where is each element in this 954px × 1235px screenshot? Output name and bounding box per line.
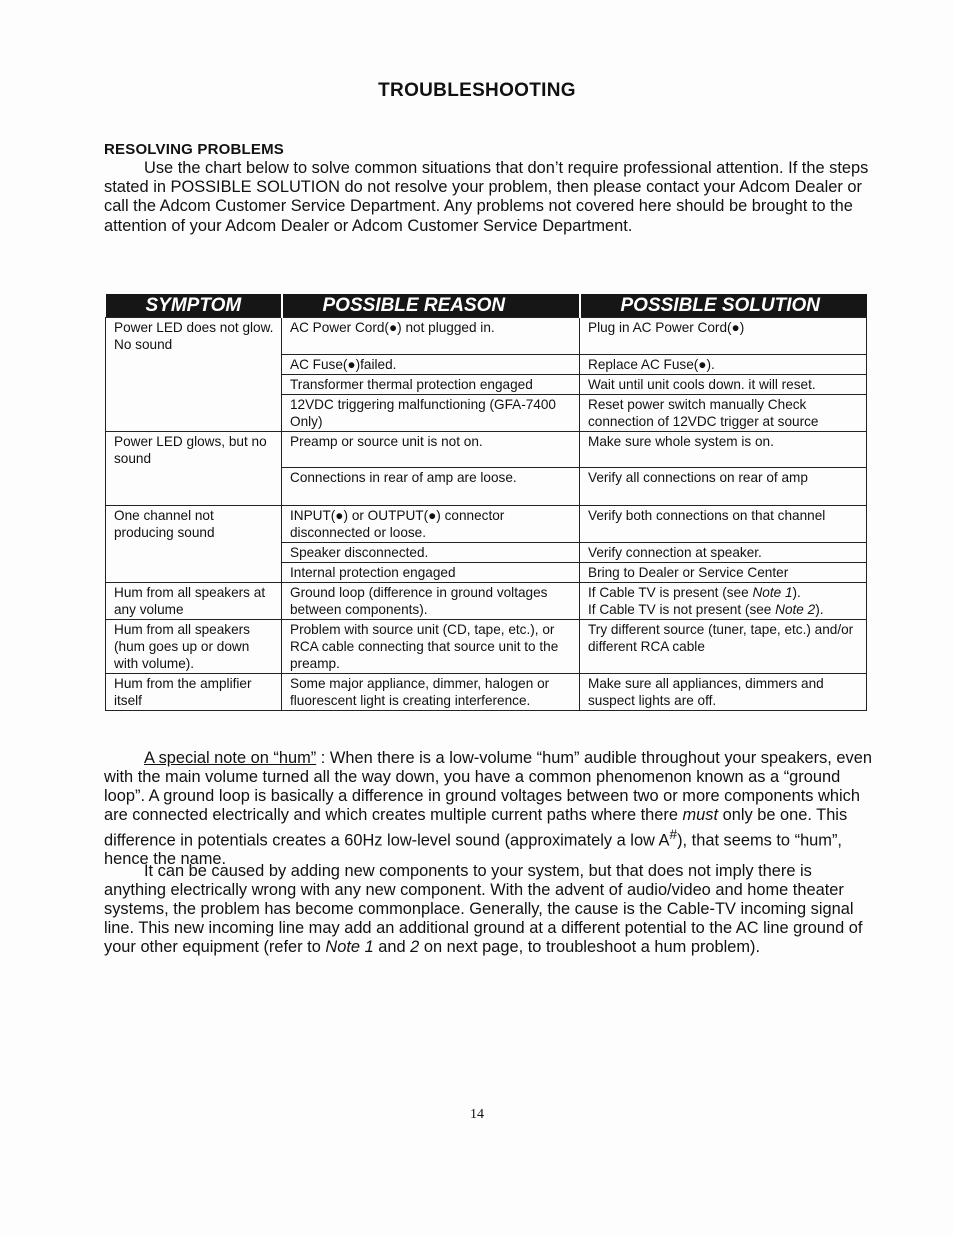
table-row [106,431,867,468]
table-row [106,563,867,583]
solution-cell: Verify both connections on that channel [580,506,867,543]
table-row [106,583,867,620]
symptom-cell [106,394,282,431]
cause-paragraph [104,862,874,957]
solution-cell: Reset power switch manually Check connection of 12VDC trigger at source [580,394,867,431]
sharp-superscript: # [669,827,678,842]
table-row [106,374,867,394]
reason-cell: Speaker disconnected. [282,543,580,563]
reason-cell: Internal protection engaged [282,563,580,583]
solution-cell: Try different source (tuner, tape, etc.) and/or different RCA cable [580,620,867,674]
symptom-cell [106,563,282,583]
reason-cell: AC Power Cord(●) not plugged in. [282,318,580,355]
symptom-cell [106,468,282,506]
symptom-cell: Power LED glows, but no sound [106,431,282,468]
reason-cell: Transformer thermal protection engaged [282,374,580,394]
symptom-cell: Hum from all speakers (hum goes up or down with volume). [106,620,282,674]
table-header-row [106,294,867,318]
special-note-text: : When there is a low-volume “hum” audible throughout your speakers, even with the main volume turned all the way down, you have a common phenomenon known as a “ground loop”. A ground loop is basically a difference in ground voltages between two or more components which are connected electrically and which creates multiple current paths where there [104,749,872,824]
special-note-text: ), that seems to “hum”, hence the name. [104,831,842,869]
page-number: 14 [470,1107,484,1122]
header-possible-solution: POSSIBLE SOLUTION [580,294,867,318]
reason-cell: Problem with source unit (CD, tape, etc.), or RCA cable connecting that source unit to the preamp. [282,620,580,674]
solution-text: ). [792,585,801,600]
table-row [106,620,867,674]
solution-text: If Cable TV is present (see [588,585,753,600]
solution-line-cable-tv-absent [588,601,860,618]
reason-cell: Ground loop (difference in ground voltages between components). [282,583,580,620]
special-note-label: A special note on “hum” [144,749,317,767]
symptom-cell: Power LED does not glow. No sound [106,318,282,355]
cause-text: It can be caused by adding new components to your system, but that does not imply there is anything electrically wrong with any new component. With the advent of audio/video and home theater systems, the problem has become commonplace. Generally, the cause is the Cable-TV incoming signal line. This new incoming line may add an additional ground at a different potential to the AC line ground of your other equipment (refer to [104,862,863,956]
troubleshooting-table [105,294,867,711]
table-row [106,468,867,506]
symptom-cell: Hum from all speakers at any volume [106,583,282,620]
note-2-reference: Note 2 [775,602,816,617]
symptom-cell [106,354,282,374]
table-row [106,674,867,711]
solution-text: ). [815,602,824,617]
solution-cell: Plug in AC Power Cord(●) [580,318,867,355]
solution-cell: Bring to Dealer or Service Center [580,563,867,583]
header-possible-reason: POSSIBLE REASON [282,294,580,318]
solution-cell: Replace AC Fuse(●). [580,354,867,374]
reason-cell: Connections in rear of amp are loose. [282,468,580,506]
table-row [106,318,867,355]
page-title: TROUBLESHOOTING [378,80,576,101]
reason-cell: Preamp or source unit is not on. [282,431,580,468]
symptom-cell: Hum from the amplifier itself [106,674,282,711]
note-2-reference: 2 [410,938,420,956]
reason-cell: Some major appliance, dimmer, halogen or fluorescent light is creating interference. [282,674,580,711]
note-1-reference: Note 1 [752,585,793,600]
cause-text: on next page, to troubleshoot a hum problem). [419,938,761,956]
solution-cell: Make sure whole system is on. [580,431,867,468]
solution-text: If Cable TV is not present (see [588,602,776,617]
solution-cell: Wait until unit cools down. it will reset. [580,374,867,394]
solution-line-cable-tv-present [588,584,860,601]
section-heading: RESOLVING PROBLEMS [104,141,285,158]
cause-text: and [373,938,411,956]
solution-cell: Verify all connections on rear of amp [580,468,867,506]
header-symptom: SYMPTOM [106,294,282,318]
special-note-text: only be one. This difference in potentials creates a 60Hz low-level sound (approximately a low A [104,806,848,850]
special-note-paragraph [104,749,874,869]
intro-paragraph: Use the chart below to solve common situations that don’t require professional attention. If the steps stated in POSSIBLE SOLUTION do not resolve your problem, then please contact your Adcom Dealer or call the Adcom Customer Service Department. Any problems not covered here should be brought to the attention of your Adcom Dealer or Adcom Customer Service Department. [104,159,869,235]
solution-cell: Verify connection at speaker. [580,543,867,563]
symptom-cell: One channel not producing sound [106,506,282,543]
solution-cell [580,583,867,620]
symptom-cell [106,374,282,394]
table-row [106,506,867,543]
emphasis-text: must [682,806,719,824]
symptom-cell [106,543,282,563]
reason-cell: AC Fuse(●)failed. [282,354,580,374]
solution-cell: Make sure all appliances, dimmers and suspect lights are off. [580,674,867,711]
table-row [106,354,867,374]
reason-cell: INPUT(●) or OUTPUT(●) connector disconnected or loose. [282,506,580,543]
reason-cell: 12VDC triggering malfunctioning (GFA-7400 Only) [282,394,580,431]
table-row [106,543,867,563]
note-1-reference: Note 1 [325,938,374,956]
table-row [106,394,867,431]
